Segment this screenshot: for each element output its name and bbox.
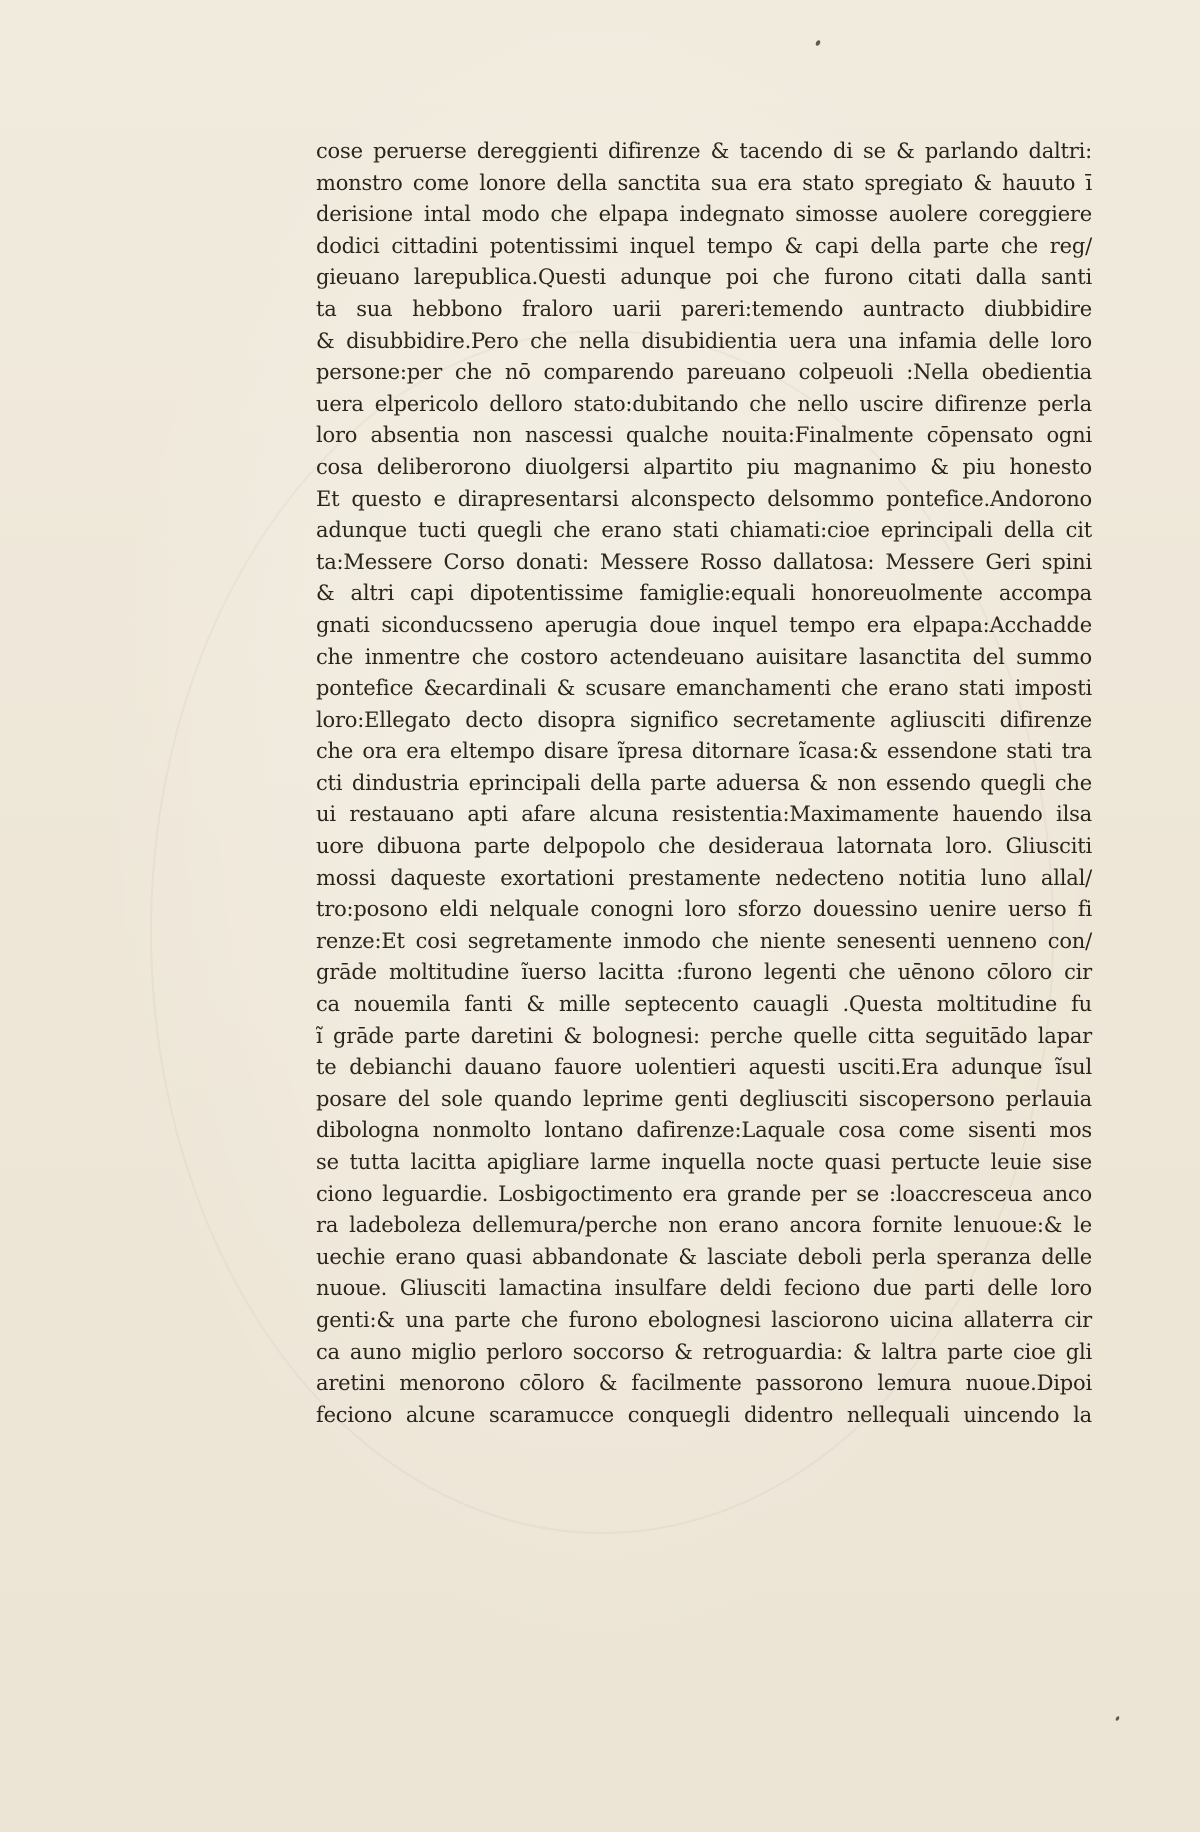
body-text — [316, 136, 1092, 1431]
text-line: mossi daqueste exortationi prestamente nedecteno notitia luno allal/ — [316, 865, 1092, 890]
text-line: loro absentia non nascessi qualche nouita:Finalmente cōpensato ogni — [316, 423, 1092, 448]
text-line: uechie erano quasi abbandonate & lasciate deboli perla speranza delle — [316, 1244, 1092, 1269]
text-line: persone:per che nō comparendo pareuano colpeuoli :Nella obedientia — [316, 360, 1092, 385]
text-line: ra ladeboleza dellemura/perche non erano ancora fornite lenuoue:& le — [316, 1213, 1092, 1238]
text-line: gnati siconducsseno aperugia doue inquel tempo era elpapa:Acchadde — [316, 612, 1092, 637]
text-line: derisione intal modo che elpapa indegnato simosse auolere coreggiere — [316, 202, 1092, 227]
ink-speck — [1115, 1716, 1120, 1722]
text-line: feciono alcune scaramucce conquegli didentro nellequali uincendo la — [316, 1402, 1092, 1427]
text-line: tro:posono eldi nelquale conogni loro sforzo douessino uenire uerso fi — [316, 897, 1092, 922]
text-line: & disubbidire.Pero che nella disubidientia uera una infamia delle loro — [316, 328, 1092, 353]
text-line: aretini menorono cōloro & facilmente passorono lemura nuoue.Dipoi — [316, 1371, 1092, 1396]
text-line: adunque tucti quegli che erano stati chiamati:cioe eprincipali della cit — [316, 518, 1092, 543]
text-line: che ora era eltempo disare ĩpresa ditornare ĩcasa:& essendone stati tra — [316, 739, 1092, 764]
text-line: renze:Et cosi segretamente inmodo che niente senesenti uenneno con/ — [316, 928, 1092, 953]
ink-speck — [815, 39, 821, 46]
text-line: Et questo e dirapresentarsi alconspecto delsommo pontefice.Andorono — [316, 486, 1092, 511]
text-line: te debianchi dauano fauore uolentieri aquesti usciti.Era adunque ĩsul — [316, 1055, 1092, 1080]
text-line: se tutta lacitta apigliare larme inquella nocte quasi pertucte leuie sise — [316, 1150, 1092, 1174]
text-line: loro:Ellegato decto disopra significo secretamente agliusciti difirenze — [316, 707, 1092, 732]
text-line: che inmentre che costoro actendeuano auisitare lasanctita del summo — [316, 644, 1092, 669]
text-line: uore dibuona parte delpopolo che desideraua latornata loro. Gliusciti — [316, 834, 1092, 859]
text-line: ĩ grāde parte daretini & bolognesi: perche quelle citta seguitādo lapar — [316, 1023, 1092, 1048]
text-line: genti:& una parte che furono ebolognesi lasciorono uicina allaterra cir — [316, 1307, 1092, 1332]
text-line: cti dindustria eprincipali della parte aduersa & non essendo quegli che — [316, 770, 1092, 795]
text-line: cose peruerse dereggienti difirenze & tacendo di se & parlando daltri: — [316, 139, 1092, 163]
text-line: pontefice &ecardinali & scusare emanchamenti che erano stati imposti — [316, 676, 1092, 701]
text-line: ui restauano apti afare alcuna resistentia:Maximamente hauendo ilsa — [316, 802, 1092, 827]
text-line: posare del sole quando leprime genti degliusciti siscopersono perlauia — [316, 1086, 1092, 1111]
text-line: ta sua hebbono fraloro uarii pareri:temendo auntracto diubbidire — [316, 296, 1092, 321]
text-line: monstro come lonore della sanctita sua era stato spregiato & hauuto ī — [316, 170, 1092, 195]
text-line: ta:Messere Corso donati: Messere Rosso dallatosa: Messere Geri spini — [316, 549, 1092, 574]
text-line: & altri capi dipotentissime famiglie:equali honoreuolmente accompa — [316, 581, 1092, 606]
text-line: grāde moltitudine ĩuerso lacitta :furono legenti che uēnono cōloro cir — [316, 960, 1092, 985]
text-line: dibologna nonmolto lontano dafirenze:Laquale cosa come sisenti mos — [316, 1118, 1092, 1143]
text-line: cosa deliberorono diuolgersi alpartito piu magnanimo & piu honesto — [316, 454, 1092, 479]
text-line: ca nouemila fanti & mille septecento cauagli .Questa moltitudine fu — [316, 992, 1092, 1017]
text-line: dodici cittadini potentissimi inquel tempo & capi della parte che reg/ — [316, 233, 1092, 258]
text-line: gieuano larepublica.Questi adunque poi che furono citati dalla santi — [316, 265, 1092, 290]
text-line: uera elpericolo delloro stato:dubitando che nello uscire difirenze perla — [316, 391, 1092, 416]
text-line: ca auno miglio perloro soccorso & retroguardia: & laltra parte cioe gli — [316, 1339, 1092, 1364]
text-line: nuoue. Gliusciti lamactina insulfare deldi feciono due parti delle loro — [316, 1276, 1092, 1301]
text-line: ciono leguardie. Losbigoctimento era grande per se :loaccrescеua anco — [316, 1181, 1092, 1206]
